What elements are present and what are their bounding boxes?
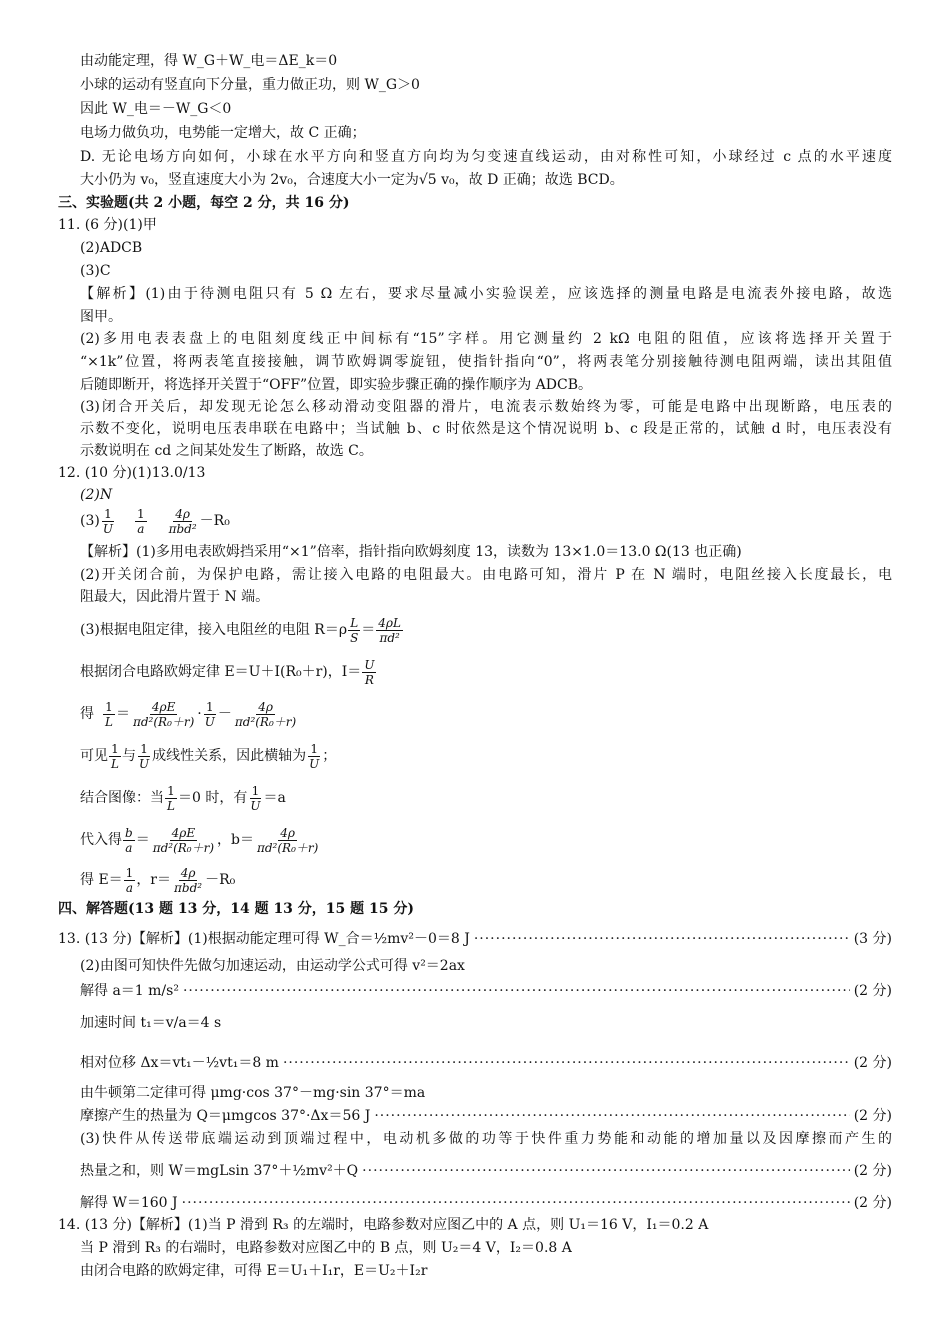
question-number: 11. (6 分)(1)甲	[58, 217, 157, 233]
text-line: 阻最大，因此滑片置于 N 端。	[80, 589, 270, 605]
fraction: $\frac{1}{a}$	[136, 506, 145, 536]
scored-line	[80, 1054, 892, 1072]
text-fragment: ＝	[135, 832, 150, 848]
formula-line	[80, 862, 235, 898]
fraction: $\frac{b}{a}$	[125, 825, 133, 855]
text-line: (2)开关闭合前，为保护电路，需让接入电路的电阻最大。由电路可知，滑片 P 在 N 端时，电阻丝接入长度最长，电	[80, 567, 892, 583]
dot-leader	[362, 1162, 850, 1180]
fraction: $\frac{1}{U}$	[138, 741, 150, 771]
text-fragment: (3)	[80, 513, 100, 529]
text-fragment: 热量之和，则 W＝mgLsin 37°＋½mv²＋Q	[80, 1163, 359, 1179]
text-fragment: －R₀	[199, 513, 230, 529]
dot-leader	[374, 1107, 849, 1125]
text-line: (2)ADCB	[80, 240, 143, 256]
text-line: 加速时间 t₁＝v/a＝4 s	[80, 1015, 222, 1031]
fraction: $\frac{1}{U}$	[102, 506, 113, 536]
fraction: $\frac{4\rho}{\text{πbd²}}$	[174, 865, 203, 895]
text-fragment: ＝	[361, 622, 376, 638]
fraction: $\frac{1}{U}$	[309, 741, 320, 771]
text-line: 示数不变化，说明电压表串联在电路中；当试触 b、c 时依然是这个情况说明 b、c 段是正常的，试触 d 时，电压表没有	[80, 421, 892, 437]
score-label: (2 分)	[853, 1163, 892, 1179]
dot-leader	[183, 982, 850, 1000]
scored-line	[80, 1162, 892, 1180]
text-fragment: 结合图像：当	[80, 790, 164, 806]
text-fragment: 解得 W＝160 J	[80, 1195, 178, 1211]
fraction: $\frac{1}{a}$	[125, 865, 134, 895]
formula-line	[80, 738, 336, 774]
scored-line	[80, 1194, 892, 1212]
fraction: $\frac{4\rho L}{\text{πd²}}$	[378, 615, 401, 645]
score-label: (2 分)	[853, 983, 892, 999]
analysis-line: 【解析】(1)多用电表欧姆挡采用“×1”倍率，指针指向欧姆刻度 13，读数为 13×1.0＝13.0 Ω(13 也正确)	[80, 544, 742, 560]
text-fragment: ＝a	[263, 790, 286, 806]
text-fragment: ；	[322, 748, 337, 764]
score-label: (2 分)	[853, 1195, 892, 1211]
fraction: $\frac{1}{L}$	[105, 699, 113, 729]
text-line: 图甲。	[80, 309, 122, 325]
text-fragment: 解得 a＝1 m/s²	[80, 983, 179, 999]
text-fragment: (3)根据电阻定律，接入电阻丝的电阻 R＝ρ	[80, 622, 348, 638]
text-line: 由闭合电路的欧姆定律，可得 E＝U₁＋I₁r，E＝U₂＋I₂r	[80, 1263, 428, 1279]
fraction: $\frac{4\rho}{\text{πbd²}}$	[168, 506, 197, 536]
dot-leader	[283, 1054, 850, 1072]
scored-line	[80, 1107, 892, 1125]
text-line: (2)多用电表表盘上的电阻刻度线正中间标有“15”字样。用它测量约 2 kΩ 电阻的阻值，应该将选择开关置于	[80, 331, 892, 347]
formula-line	[80, 612, 404, 648]
text-line: (2)由图可知快件先做匀加速运动，由运动学公式可得 v²＝2ax	[80, 958, 465, 974]
dot-leader	[182, 1194, 850, 1212]
text-fragment: ＝0 时，有	[177, 790, 248, 806]
formula-line	[80, 696, 299, 732]
text-line: 电场力做负功，电势能一定增大，故 C 正确；	[80, 125, 366, 141]
text-line: D. 无论电场方向如何，小球在水平方向和竖直方向均为匀变速直线运动，由对称性可知，小球经过 c 点的水平速度	[80, 149, 892, 165]
text-fragment: ，r＝	[136, 872, 172, 888]
text-fragment: 代入得	[80, 832, 122, 848]
text-fragment: ，b＝	[217, 832, 254, 848]
fraction: $\frac{1}{L}$	[167, 783, 175, 813]
formula-line	[80, 822, 321, 858]
text-fragment: 根据闭合电路欧姆定律 E＝U＋I(R₀＋r)，I＝	[80, 664, 362, 680]
formula-line	[80, 654, 377, 690]
section-heading: 三、实验题(共 2 小题，每空 2 分，共 16 分)	[58, 195, 350, 211]
fraction: $\frac{4\rho}{\text{πd²(R₀＋r)}}$	[256, 825, 319, 855]
text-fragment: 成线性关系，因此横轴为	[152, 748, 307, 764]
text-fragment: 可见	[80, 748, 108, 764]
fraction: $\frac{1}{U}$	[250, 783, 261, 813]
text-fragment: 摩擦产生的热量为 Q＝μmgcos 37°·Δx＝56 J	[80, 1108, 371, 1124]
question-number: 12. (10 分)(1)13.0/13	[58, 465, 206, 481]
score-label: (2 分)	[853, 1108, 892, 1124]
fraction: $\frac{4\rho E}{\text{πd²(R₀＋r)}}$	[152, 825, 215, 855]
text-fragment: －	[217, 706, 232, 722]
fraction: $\frac{U}{R}$	[364, 657, 375, 687]
text-line: 后随即断开，将选择开关置于“OFF”位置，即实验步骤正确的操作顺序为 ADCB。	[80, 377, 593, 393]
formula-line	[80, 504, 230, 538]
text-fragment: 相对位移 Δx＝vt₁－½vt₁＝8 m	[80, 1055, 279, 1071]
text-fragment: ·	[197, 706, 202, 722]
fraction: $\frac{4\rho E}{\text{πd²(R₀＋r)}}$	[132, 699, 195, 729]
text-fragment: 得	[80, 706, 94, 722]
text-fragment: －R₀	[205, 872, 236, 888]
analysis-line: 【解析】(1)由于待测电阻只有 5 Ω 左右，要求尽量减小实验误差，应该选择的测量电路是电流表外接电路，故选	[80, 286, 892, 302]
text-line: 大小仍为 v₀，竖直速度大小为 2v₀，合速度大小一定为√5 v₀，故 D 正确；故选 BCD。	[80, 172, 624, 188]
fraction: $\frac{4\rho}{\text{πd²(R₀＋r)}}$	[234, 699, 297, 729]
text-line: “×1k”位置，将两表笔直接接触，调节欧姆调零旋钮，使指针指向“0”，将两表笔分别接触待测电阻两端，读出其阻值	[80, 354, 892, 370]
text-fragment: 得 E＝	[80, 872, 123, 888]
text-line: (2)N	[80, 487, 113, 503]
text-line: (3)闭合开关后，却发现无论怎么移动滑动变阻器的滑片，电流表示数始终为零，可能是电路中出现断路，电压表的	[80, 399, 892, 415]
text-fragment: ＝	[115, 706, 130, 722]
score-label: (2 分)	[853, 1055, 892, 1071]
text-line: 示数说明在 cd 之间某处发生了断路，故选 C。	[80, 443, 373, 459]
text-line: 小球的运动有竖直向下分量，重力做正功，则 W_G＞0	[80, 77, 420, 93]
text-line: 当 P 滑到 R₃ 的右端时，电路参数对应图乙中的 B 点，则 U₂＝4 V，I₂＝0.8 A	[80, 1240, 572, 1256]
dot-leader	[474, 930, 850, 948]
question-number: 14. (13 分)【解析】(1)当 P 滑到 R₃ 的左端时，电路参数对应图乙中的 A 点，则 U₁＝16 V，I₁＝0.2 A	[58, 1217, 709, 1233]
fraction: $\frac{1}{L}$	[111, 741, 119, 771]
scored-line	[80, 982, 892, 1000]
section-heading: 四、解答题(13 题 13 分，14 题 13 分，15 题 15 分)	[58, 901, 415, 917]
text-line: 由牛顿第二定律可得 μmg·cos 37°－mg·sin 37°＝ma	[80, 1085, 426, 1101]
formula-line	[80, 780, 286, 816]
text-line: (3)C	[80, 263, 111, 279]
text-line: (3)快件从传送带底端运动到顶端过程中，电动机多做的功等于快件重力势能和动能的增加量以及因摩擦而产生的	[80, 1131, 892, 1147]
fraction: $\frac{L}{S}$	[350, 615, 359, 645]
text-fragment: 13. (13 分)【解析】(1)根据动能定理可得 W_合＝½mv²－0＝8 J	[58, 931, 470, 947]
score-label: (3 分)	[853, 931, 892, 947]
text-fragment: 与	[121, 748, 136, 764]
fraction: $\frac{1}{U}$	[204, 699, 215, 729]
scored-line	[58, 930, 892, 948]
text-line: 由动能定理，得 W_G＋W_电＝ΔE_k＝0	[80, 53, 338, 69]
text-line: 因此 W_电＝－W_G＜0	[80, 101, 232, 117]
